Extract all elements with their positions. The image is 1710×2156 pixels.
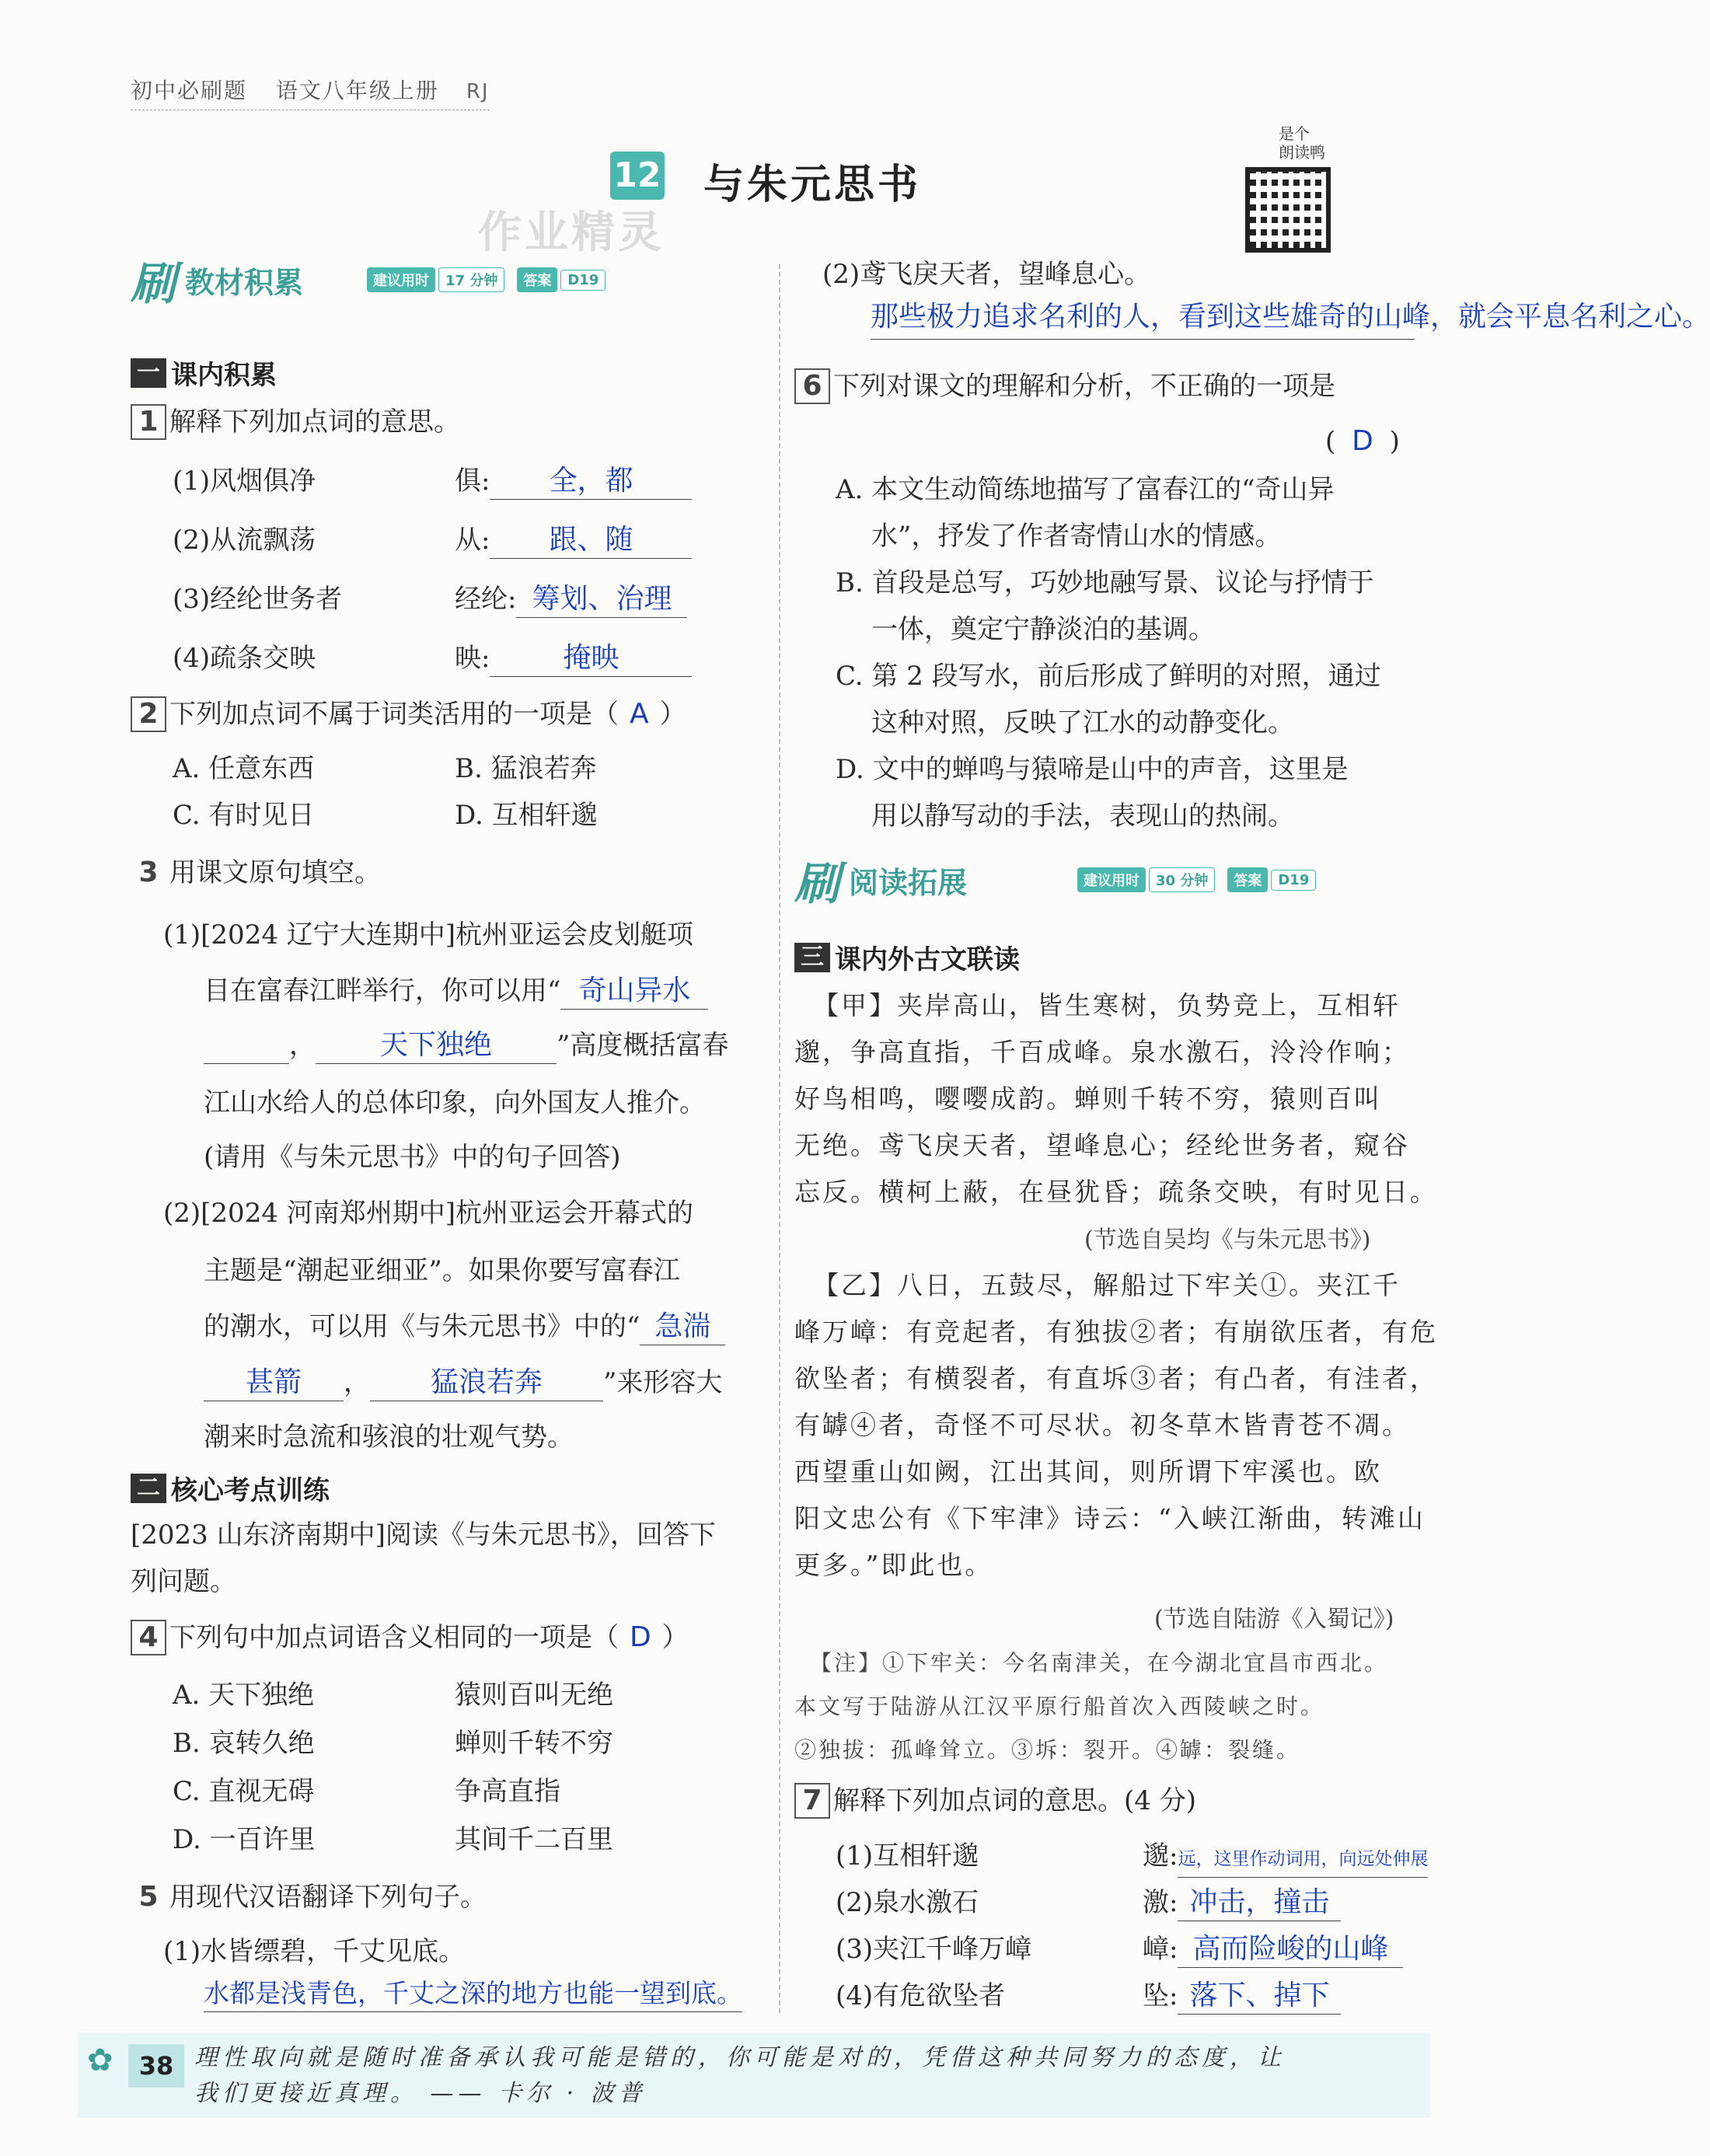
watermark: 作业精灵 — [478, 208, 665, 258]
q1-item-1-answer — [455, 463, 692, 500]
question-text: 下列句中加点词语含义相同的一项是（ — [169, 1622, 619, 1653]
q3-part1-line: 江山水给人的总体印象，向外国友人推介。 — [204, 1087, 706, 1118]
quote-line: 我们更接近真理。 —— 卡尔 · 波普 — [194, 2080, 647, 2107]
footer-quote — [194, 2040, 1430, 2112]
q4-option-left: D. 一百许里 — [173, 1824, 316, 1855]
passage-line: 欲坠者；有横裂者，有直坼③者；有凸者，有洼者， — [794, 1363, 1438, 1394]
passage-source: (节选自吴均《与朱元思书》) — [1084, 1226, 1371, 1254]
passage-line: 峰万嶂：有竞起者，有独拔②者；有崩欲压者，有危 — [794, 1317, 1438, 1347]
passage-line: 【乙】八日，五鼓尽，解船过下牢关①。夹江千 — [813, 1270, 1401, 1300]
section-title: 教材积累 — [185, 265, 304, 300]
passage-line: 邈，争高直指，千百成峰。泉水激石，泠泠作响； — [794, 1037, 1410, 1067]
shua-logo: 刷 — [794, 857, 840, 910]
passage-line: 有罅④者，奇怪不可尽状。初冬草木皆青苍不凋。 — [794, 1410, 1410, 1440]
q5-answer-1-line — [204, 1976, 742, 2012]
section-title: 阅读拓展 — [849, 865, 968, 900]
item-word: 映: — [455, 643, 490, 674]
answer-blank[interactable]: 掩映 — [490, 640, 692, 677]
passage-notes — [794, 1641, 1388, 1772]
answer-blank[interactable]: 远，这里作动词用，向远处伸展 — [1178, 1841, 1428, 1878]
question-text: 解释下列加点词的意思。 — [169, 406, 460, 438]
q3-part1-line — [204, 1027, 728, 1064]
q6-option-b — [836, 560, 1374, 653]
q7-item-3: (3)夹江千峰万嶂 — [836, 1934, 1032, 1965]
question-number: 7 — [794, 1783, 830, 1819]
q5-stem — [131, 1879, 487, 1917]
q4-option-left: C. 直视无碍 — [173, 1776, 315, 1807]
item-phrase: (4)疏条交映 — [173, 643, 316, 674]
answer-label: 答案 — [1227, 867, 1268, 892]
q6-option-a — [836, 466, 1335, 560]
q7-item-1: (1)互相轩邈 — [836, 1840, 979, 1872]
q4-option-right: 其间千二百里 — [455, 1824, 613, 1855]
text: D. 文中的蝉鸣与猿啼是山中的声音，这里是 — [836, 754, 1349, 785]
time-label: 建议用时 — [367, 267, 435, 292]
answer-blank[interactable]: 跟、随 — [490, 522, 692, 559]
answer-blank[interactable]: 甚箭 — [204, 1365, 344, 1401]
page-number: 38 — [128, 2044, 184, 2088]
option-a: A. 任意东西 — [173, 753, 315, 784]
passage-jia — [794, 982, 1438, 1216]
qr-label: 是个 朗读鸭 — [1279, 124, 1325, 162]
question-number: 3 — [138, 856, 159, 888]
answer-blank[interactable]: 冲击，撞击 — [1178, 1885, 1341, 1921]
part1-heading — [131, 354, 277, 392]
answer-blank[interactable]: 全，都 — [490, 463, 692, 500]
passage-yi — [794, 1262, 1438, 1589]
passage-line: 忘反。横柯上蔽，在昼犹昏；疏条交映，有时见日。 — [794, 1177, 1438, 1207]
text: 用以静写动的手法，表现山的热闹。 — [871, 801, 1294, 832]
note-line: ②独拔：孤峰耸立。③坼：裂开。④罅：裂缝。 — [794, 1737, 1301, 1763]
time-label: 建议用时 — [1077, 867, 1146, 892]
note-line: 本文写于陆游从江汉平原行船首次入西陵峡之时。 — [794, 1694, 1325, 1719]
item-word: 激: — [1143, 1887, 1178, 1918]
text: 这种对照，反映了江水的动静变化。 — [871, 707, 1294, 738]
q7-item-2: (2)泉水激石 — [836, 1887, 979, 1918]
passage-line: 好鸟相鸣，嘤嘤成韵。蝉则千转不穷，猿则百叫 — [794, 1083, 1382, 1114]
answer-page: D19 — [560, 270, 605, 291]
edition: RJ — [466, 80, 490, 103]
book-header — [131, 74, 490, 110]
item-phrase: (1)风烟俱净 — [173, 466, 316, 497]
question-number: 2 — [131, 696, 166, 732]
passage-line: 更多。”即此也。 — [794, 1550, 993, 1580]
question-number: 1 — [131, 404, 166, 440]
q4-option-left: A. 天下独绝 — [173, 1680, 315, 1711]
part-number: 二 — [131, 1474, 166, 1503]
part-number: 三 — [794, 943, 830, 972]
item-word: 从: — [455, 525, 490, 556]
qr-code-icon[interactable] — [1245, 167, 1331, 253]
column-divider — [779, 264, 780, 2013]
shua-logo: 刷 — [131, 257, 176, 310]
q4-option-right: 猿则百叫无绝 — [455, 1680, 613, 1711]
bracket: ） — [661, 1622, 689, 1653]
option-c: C. 有时见日 — [173, 800, 315, 831]
q3-part1-line — [204, 973, 708, 1010]
passage-line: 无绝。鸢飞戾天者，望峰息心；经纶世务者，窥谷 — [794, 1130, 1410, 1160]
q6-answer: ( D ) — [1325, 425, 1400, 457]
q7-item-4-answer — [1143, 1978, 1341, 2015]
answer-blank[interactable]: 那些极力追求名利的人，看到这些雄奇的山峰，就会平息名利之心。 — [871, 295, 1415, 340]
blank-tail — [204, 1027, 289, 1064]
grass-icon: ✿ — [87, 2043, 113, 2078]
text: 水”，抒发了作者寄情山水的情感。 — [871, 521, 1282, 552]
q6-option-c — [836, 653, 1381, 746]
q4-option-right: 争高直指 — [455, 1776, 560, 1807]
question-number: 6 — [794, 368, 830, 404]
section-banner-reading — [794, 847, 1316, 912]
answer-blank[interactable]: 水都是浅青色，千丈之深的地方也能一望到底。 — [204, 1976, 742, 2012]
text: ”来形容大 — [603, 1367, 723, 1398]
passage-source: (节选自陆游《入蜀记》) — [1154, 1606, 1394, 1633]
answer-blank[interactable]: 落下、掉下 — [1178, 1978, 1341, 2015]
part-number: 一 — [131, 358, 166, 388]
part2-heading — [131, 1469, 330, 1507]
answer-choice[interactable]: D — [630, 1621, 651, 1653]
q6-stem — [794, 368, 1335, 404]
item-word: 坠: — [1143, 1980, 1178, 2011]
answer-choice[interactable]: D — [1352, 425, 1373, 457]
q3-part2-line: 主题是“潮起亚细亚”。如果你要写富春江 — [204, 1255, 680, 1286]
lesson-title: 与朱元思书 — [703, 162, 922, 208]
part-title: 课内外古文联读 — [835, 944, 1020, 975]
question-number: 5 — [138, 1881, 159, 1913]
answer-blank[interactable]: 奇山异水 — [560, 973, 708, 1010]
part-title: 核心考点训练 — [171, 1475, 330, 1506]
passage-line: 【甲】夹岸高山，皆生寒树，负势竞上，互相轩 — [813, 990, 1401, 1020]
answer-label: 答案 — [517, 267, 557, 292]
option-b: B. 猛浪若奔 — [455, 753, 597, 784]
subject-name: 语文八年级上册 — [275, 78, 439, 103]
q3-part1-line: (请用《与朱元思书》中的句子回答) — [204, 1142, 621, 1173]
q5-answer-2 — [871, 295, 1710, 340]
q3-part1-line: (1)[2024 辽宁大连期中]杭州亚运会皮划艇项 — [163, 919, 694, 951]
question-text: 下列加点词不属于词类活用的一项是（ — [169, 699, 619, 730]
answer-page: D19 — [1271, 870, 1316, 891]
answer-blank[interactable]: 急湍 — [640, 1309, 725, 1345]
q1-item-3-answer — [455, 581, 687, 618]
q3-part2-line — [204, 1365, 722, 1401]
time-value: 30 分钟 — [1149, 867, 1215, 892]
q1-stem — [131, 404, 460, 440]
q3-part2-line — [204, 1309, 725, 1345]
q3-part2-line: 潮来时急流和骇浪的壮观气势。 — [204, 1422, 574, 1453]
item-phrase: (2)从流飘荡 — [173, 525, 316, 556]
text: 的潮水，可以用《与朱元思书》中的“ — [204, 1311, 640, 1342]
q1-item-4 — [173, 640, 316, 676]
passage-line: 阳文忠公有《下牢津》诗云：“入峡江渐曲，转滩山 — [794, 1503, 1426, 1533]
q7-item-3-answer — [1143, 1931, 1403, 1968]
q1-item-4-answer — [455, 640, 692, 677]
q7-item-2-answer — [1143, 1885, 1341, 1921]
question-number: 4 — [131, 1620, 166, 1655]
answer-blank[interactable]: 猛浪若奔 — [370, 1365, 603, 1401]
answer-blank[interactable]: 筹划、治理 — [516, 581, 687, 618]
q5-sentence-2: (2)鸢飞戾天者，望峰息心。 — [822, 259, 1151, 290]
text: ， — [344, 1367, 370, 1398]
quote-line: 理性取向就是随时准备承认我可能是错的，你可能是对的，凭借这种共同努力的态度，让 — [194, 2044, 1286, 2071]
answer-blank[interactable]: 高而险峻的山峰 — [1178, 1931, 1403, 1968]
answer-choice[interactable]: A — [630, 698, 649, 730]
text: 一体，奠定宁静淡泊的基调。 — [871, 614, 1215, 645]
item-word: 邈: — [1143, 1840, 1178, 1872]
q1-item-3 — [173, 581, 342, 617]
section-banner-material — [131, 247, 605, 312]
series-name: 初中必刷题 — [131, 78, 248, 103]
bracket: ） — [659, 699, 686, 730]
part3-heading — [794, 938, 1020, 976]
passage-line: 西望重山如阙，江出其间，则所谓下牢溪也。欧 — [794, 1457, 1382, 1487]
item-word: 嶂: — [1143, 1934, 1178, 1965]
text: C. 第 2 段写水，前后形成了鲜明的对照，通过 — [836, 661, 1381, 692]
q6-option-d — [836, 746, 1349, 839]
text: A. 本文生动简练地描写了富春江的“奇山异 — [836, 474, 1335, 505]
option-d: D. 互相轩邈 — [455, 800, 598, 831]
time-value: 17 分钟 — [438, 267, 504, 292]
question-text: 用现代汉语翻译下列句子。 — [169, 1882, 487, 1913]
question-text: 下列对课文的理解和分析，不正确的一项是 — [833, 371, 1335, 402]
q1-item-2-answer — [455, 522, 692, 559]
text: B. 首段是总写，巧妙地融写景、议论与抒情于 — [836, 567, 1374, 598]
q4-option-left: B. 哀转久绝 — [173, 1728, 315, 1759]
item-word: 经纶: — [455, 584, 517, 615]
item-phrase: (3)经纶世务者 — [173, 584, 343, 615]
text: ， — [289, 1030, 316, 1061]
note-line: 【注】①下牢关：今名南津关，在今湖北宜昌市西北。 — [810, 1650, 1389, 1676]
q3-part2-line: (2)[2024 河南郑州期中]杭州亚运会开幕式的 — [163, 1198, 694, 1229]
part2-intro: 列问题。 — [131, 1566, 236, 1597]
q4-option-right: 蝉则千转不穷 — [455, 1728, 613, 1759]
text: 目在富春江畔举行，你可以用“ — [204, 975, 561, 1006]
answer-blank[interactable]: 天下独绝 — [316, 1027, 557, 1064]
q7-item-1-answer — [1143, 1838, 1428, 1878]
q7-stem — [794, 1783, 1196, 1819]
q7-item-4: (4)有危欲坠者 — [836, 1980, 1006, 2011]
q1-item-2 — [173, 522, 316, 558]
q3-stem — [131, 855, 381, 892]
q2-stem — [131, 696, 686, 732]
item-word: 俱: — [455, 466, 490, 497]
q4-stem — [131, 1620, 689, 1655]
part2-intro: [2023 山东济南期中]阅读《与朱元思书》，回答下 — [131, 1519, 716, 1551]
question-text: 解释下列加点词的意思。(4 分) — [833, 1785, 1196, 1816]
q1-item-1 — [173, 463, 316, 499]
part-title: 课内积累 — [171, 360, 277, 391]
question-text: 用课文原句填空。 — [169, 857, 381, 888]
lesson-number: 12 — [610, 152, 665, 200]
text: ”高度概括富春 — [557, 1030, 729, 1061]
q5-sentence-1: (1)水皆缥碧，千丈见底。 — [163, 1936, 466, 1967]
